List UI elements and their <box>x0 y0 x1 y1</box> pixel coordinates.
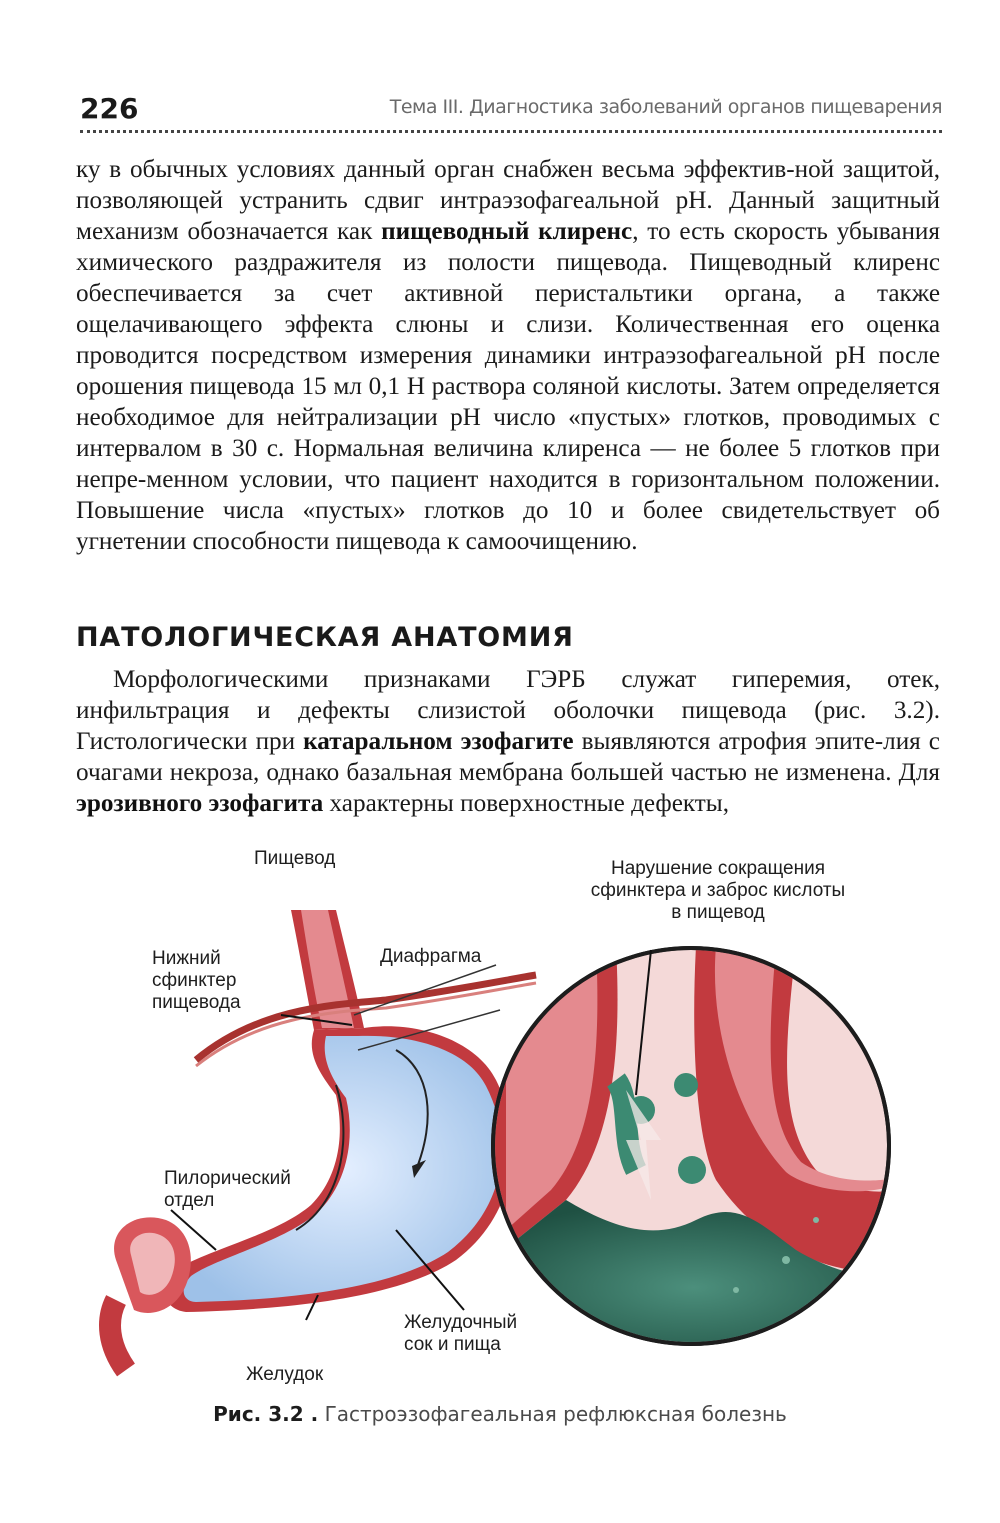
pylorus-drawing <box>110 1217 191 1370</box>
term-erosive-esophagitis: эрозивного эзофагита <box>76 790 324 817</box>
paragraph-text: Морфологическими признаками ГЭРБ служат гиперемия, отек, инфильтрация и дефекты слизистой оболочки пищевода (рис. 3.2). Гистологически при <box>76 666 940 755</box>
label-lower-sphincter: Нижний сфинктер пищевода <box>152 948 241 1013</box>
term-catarrhal-esophagitis: катаральном эзофагите <box>303 728 574 755</box>
magnified-sphincter-view <box>491 946 896 1346</box>
caption-text: Гастроэзофагеальная рефлюксная болезнь <box>318 1402 787 1426</box>
page-number: 226 <box>80 92 139 125</box>
figure-gerd <box>96 840 956 1400</box>
gerd-illustration <box>96 840 956 1400</box>
label-stomach: Желудок <box>246 1364 324 1385</box>
figure-caption <box>0 1402 1000 1426</box>
paragraph-pathology <box>76 664 940 819</box>
label-sphincter-dysfunction: Нарушение сокращения сфинктера и заброс кислоты в пищевод <box>590 858 846 923</box>
paragraph-text: характерны поверхностные дефекты, <box>323 790 730 817</box>
section-heading: ПАТОЛОГИЧЕСКАЯ АНАТОМИЯ <box>76 622 574 653</box>
paragraph-text: выявляются атрофия эпите-лия с очагами некроза, однако базальная мембрана большей частью не изменена. Для <box>76 728 940 786</box>
label-esophagus: Пищевод <box>254 848 336 869</box>
page-header <box>80 88 942 133</box>
label-diaphragm: Диафрагма <box>380 946 482 967</box>
paragraph-clearance <box>76 154 940 557</box>
running-title: Тема III. Диагностика заболеваний органов пищеварения <box>389 96 942 118</box>
term-esophageal-clearance: пищеводный клиренс <box>381 218 633 245</box>
label-gastric-juice: Желудочный сок и пища <box>404 1312 518 1355</box>
paragraph-text: ку в обычных условиях данный орган снабжен весьма эффектив-ной защитой, позволяющей устранить сдвиг интраэзофагеальной рН. Данный защитный механизм обозначается как <box>76 156 940 245</box>
paragraph-text: , то есть скорость убывания химического раздражителя из полости пищевода. Пищеводный клиренс обеспечивается за счет активной перистальтики органа, а также ощелачивающего эффекта слюны и слизи. Количественная его оценка проводится посредством измерения динамики интраэзофагеальной рН после орошения пищевода 15 мл 0,1 Н раствора соляной кислоты. Затем определяется необходимое для нейтрализации рН число «пустых» глотков, проводимых с интервалом в 30 с. Нормальная величина клиренса — не более 5 глотков при непре-менном условии, что пациент находится в горизонтальном положении. Повышение числа «пустых» глотков до 10 и более свидетельствует об угнетении способности пищевода к самоочищению. <box>76 218 940 555</box>
caption-label: Рис. 3.2 . <box>213 1402 319 1426</box>
label-pyloric: Пилорический отдел <box>164 1168 291 1211</box>
